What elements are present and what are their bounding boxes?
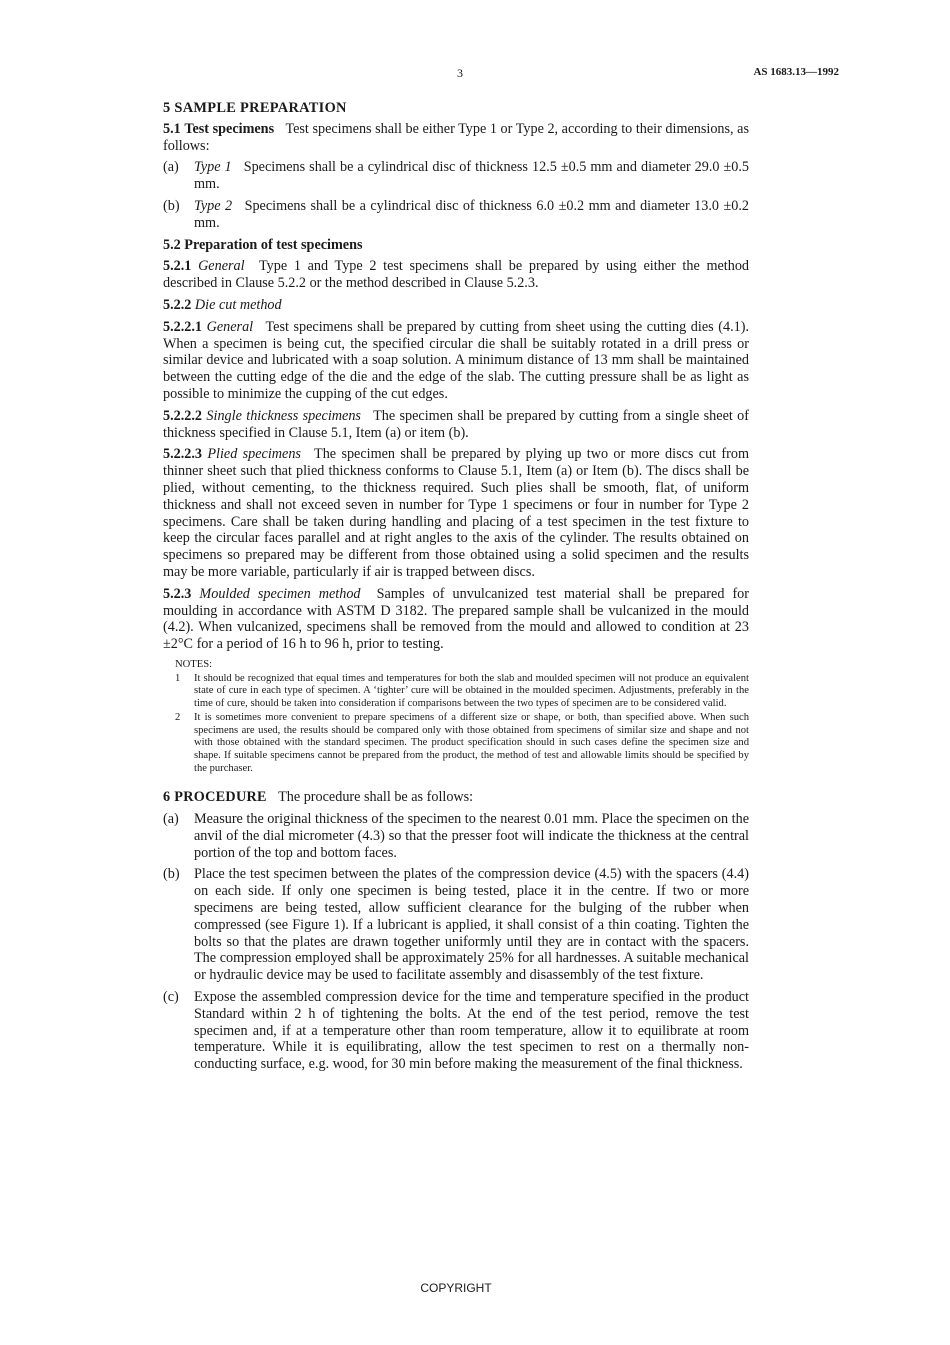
item-label: (c) bbox=[163, 989, 179, 1006]
clause-title: Plied specimens bbox=[207, 446, 301, 463]
list-item bbox=[163, 159, 749, 193]
clause-5-2-2-1 bbox=[163, 319, 749, 403]
notes-block bbox=[175, 659, 749, 775]
document-body bbox=[163, 100, 749, 1078]
clause-5-2-2-2 bbox=[163, 408, 749, 442]
item-text: Place the test specimen between the plates of the compression device (4.5) with the spacers (4.4) on each side. If only one specimen is being tested, place it in the centre. If two or more specimens are being tested, allow sufficient clearance for the bulging of the rubber when compressed (see Figure 1). If a lubricant is applied, it shall consist of a thin coating. Tighten the bolts so that the plates are drawn together uniformly until they are in contact with the spacers. The compression employed shall be approximately 25% for all hardnesses. A suitable mechanical or hydraulic device may be used to facilitate assembly and disassembly of the test fixture. bbox=[194, 866, 749, 984]
clause-text: The specimen shall be prepared by plying up two or more discs cut from thinner sheet such that plied thickness conforms to Clause 5.1, Item (a) or Item (b). The discs shall be plied, without cementing, to the thickness required. Such plies shall be smooth, flat, of uniform thickness and shall not exceed seven in number for Type 1 specimens or four in number for Type 2 specimens. Care shall be taken during handling and placing of a test specimen in the test fixture to keep the circular faces parallel and at right angles to the axis of the cylinder. The results obtained on specimens so prepared may be different from those obtained using a solid specimen and the results may be more variable, particularly if air is trapped between discs. bbox=[163, 446, 750, 580]
note-text: It should be recognized that equal times and temperatures for both the slab and moulded specimen will not produce an equivalent state of cure in each type of specimen. A ‘tighter’ cure will be obtained in the moulded specimen. Adjustments, preferably in the time of cure, should be taken into consideration if comparisons between the two types of specimen are to be considered valid. bbox=[194, 672, 749, 709]
page-number: 3 bbox=[457, 66, 463, 80]
item-text: Specimens shall be a cylindrical disc of thickness 12.5 ±0.5 mm and diameter 29.0 ±0.5 mm. bbox=[194, 159, 749, 193]
item-title: Type 2 bbox=[194, 197, 233, 214]
note-text: It is sometimes more convenient to prepare specimens of a different size or shape, or both, than specified above. When such specimens are used, the results should be compared only with those obtained from specimens of similar size and shape and not with those obtained with the standard specimen. The product specification should in such cases define the specimen size and shape. If suitable specimens cannot be prepared from the product, the method of test and allowable limits should be specified by the purchaser. bbox=[194, 712, 749, 774]
note-item bbox=[175, 673, 749, 711]
clause-5-2 bbox=[163, 237, 749, 254]
clause-number: 5.1 bbox=[163, 120, 181, 137]
item-text: Specimens shall be a cylindrical disc of thickness 6.0 ±0.2 mm and diameter 13.0 ±0.2 mm. bbox=[194, 197, 749, 231]
clause-5-1 bbox=[163, 121, 749, 155]
clause-title: Preparation of test specimens bbox=[184, 236, 363, 253]
clause-number: 5.2.1 bbox=[163, 258, 192, 275]
clause-title: General bbox=[198, 258, 245, 275]
clause-number: 5.2 bbox=[163, 236, 181, 253]
list-item bbox=[163, 811, 749, 861]
clause-text: Test specimens shall be prepared by cutting from sheet using the cutting dies (4.1). When a specimen is being cut, the specified circular die shall be suitably rotated in a drill press or similar device and lubricated with a soap solution. A minimum distance of 13 mm shall be maintained between the cutting edge of the die and the edge of the slab. The cutting pressure shall be as light as possible to minimize the cupping of the cut edges. bbox=[163, 318, 749, 402]
document-reference: AS 1683.13—1992 bbox=[753, 66, 839, 78]
item-label: (a) bbox=[163, 159, 179, 176]
clause-title: Die cut method bbox=[194, 296, 282, 313]
clause-title: Test specimens bbox=[184, 120, 275, 137]
clause-number: 5.2.2 bbox=[163, 296, 192, 313]
note-item bbox=[175, 712, 749, 775]
clause-number: 5.2.2.1 bbox=[163, 318, 203, 335]
section-6 bbox=[163, 789, 749, 806]
clause-title: Moulded specimen method bbox=[199, 585, 361, 602]
section-5-heading: 5 SAMPLE PREPARATION bbox=[163, 100, 347, 116]
item-label: (a) bbox=[163, 811, 179, 828]
clause-text: Test specimens shall be either Type 1 or Type 2, according to their dimensions, as follows: bbox=[163, 120, 749, 154]
note-number: 1 bbox=[175, 672, 181, 684]
clause-number: 5.2.2.3 bbox=[163, 446, 203, 463]
section-6-heading: 6 PROCEDURE bbox=[163, 789, 267, 806]
list-item bbox=[163, 866, 749, 984]
item-text: Measure the original thickness of the specimen to the nearest 0.01 mm. Place the specimen on the anvil of the dial micrometer (4.3) so that the presser foot will indicate the thickness at the central portion of the top and bottom faces. bbox=[194, 811, 749, 861]
list-item bbox=[163, 198, 749, 232]
item-text: Expose the assembled compression device for the time and temperature specified in the product Standard within 2 h of tightening the bolts. At the end of the test period, remove the test specimen and, if at a temperature other than room temperature, allow it to equilibrate at room temperature. While it is equilibrating, allow the test specimen to rest on a thermally non-conducting surface, e.g. wood, for 30 min before making the measurement of the final thickness. bbox=[194, 989, 749, 1073]
clause-title: Single thickness specimens bbox=[206, 407, 361, 424]
clause-5-2-2-3 bbox=[163, 446, 749, 580]
clause-title: General bbox=[206, 318, 254, 335]
clause-text: The specimen shall be prepared by cutting from a single sheet of thickness specified in Clause 5.1, Item (a) or item (b). bbox=[163, 407, 750, 441]
item-label: (b) bbox=[163, 866, 180, 883]
item-label: (b) bbox=[163, 197, 180, 214]
notes-title: NOTES: bbox=[175, 658, 213, 670]
clause-number: 5.2.2.2 bbox=[163, 407, 203, 424]
clause-text: Samples of unvulcanized test material shall be prepared for moulding in accordance with ASTM D 3182. The prepared sample shall be vulcanized in the mould (4.2). When vulcanized, specimens shall be removed from the mould and allowed to condition at 23 ±2°C for a period of 16 h to 96 h, prior to testing. bbox=[163, 585, 749, 653]
clause-5-2-1 bbox=[163, 258, 749, 292]
section-6-intro: The procedure shall be as follows: bbox=[278, 789, 474, 806]
copyright-footer: COPYRIGHT bbox=[420, 1281, 492, 1295]
note-number: 2 bbox=[175, 712, 181, 724]
item-title: Type 1 bbox=[194, 159, 232, 176]
list-item bbox=[163, 989, 749, 1073]
clause-5-2-3 bbox=[163, 586, 749, 653]
clause-number: 5.2.3 bbox=[163, 585, 192, 602]
clause-5-2-2 bbox=[163, 297, 749, 314]
clause-text: Type 1 and Type 2 test specimens shall be prepared by using either the method described in Clause 5.2.2 or the method described in Clause 5.2.3. bbox=[163, 258, 750, 292]
